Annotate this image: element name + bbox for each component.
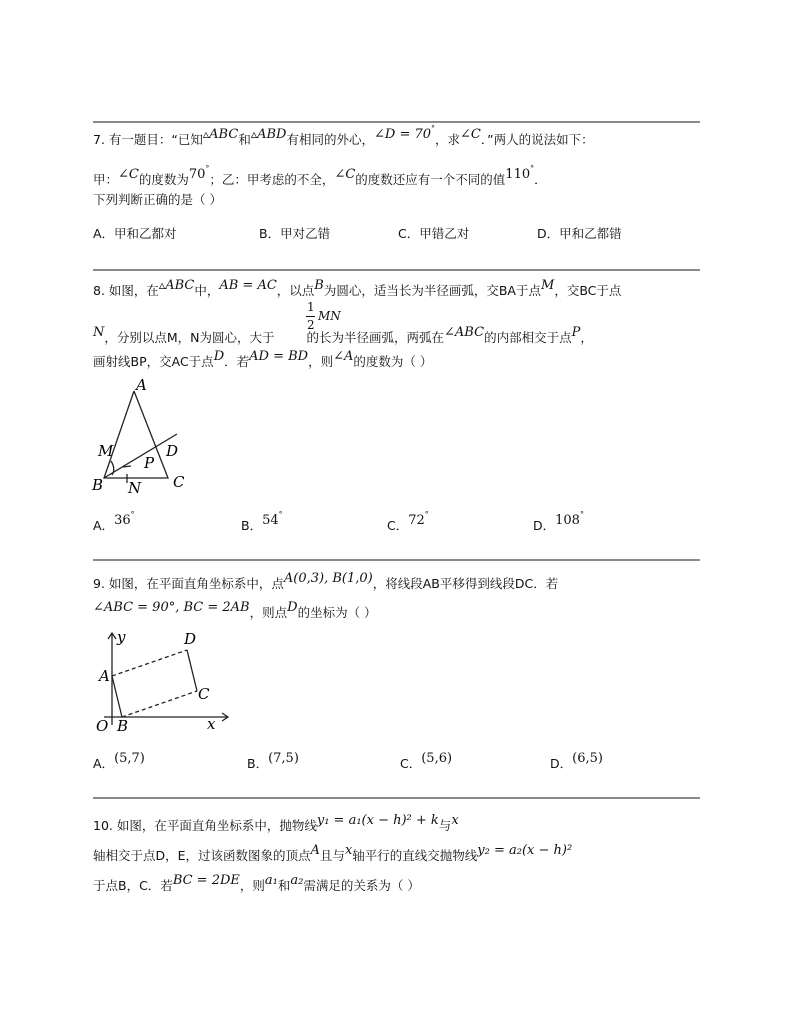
q8-angle-a: ∠A (333, 349, 354, 364)
q8-point-p: P (571, 325, 581, 340)
degree-sign: ° (278, 510, 283, 519)
option-letter: D． (533, 518, 556, 533)
segment-ad (112, 650, 187, 676)
q8-point-b: B (314, 278, 324, 293)
triangle-icon: ▵ (158, 277, 166, 292)
q8-option-c[interactable] (387, 510, 429, 534)
q10-text: 与 (438, 818, 452, 833)
q8-line1 (93, 277, 622, 299)
option-value: 72 (408, 513, 425, 528)
q10-line2 (93, 843, 573, 864)
q9-conditions: ∠ABC = 90°, BC = 2AB (93, 600, 250, 615)
q7-option-a[interactable]: A．甲和乙都对 (93, 226, 177, 241)
option-value: (7,5) (268, 751, 299, 766)
q8-point-d: D (213, 349, 225, 364)
q7-triangle-abd: ABD (257, 127, 287, 142)
q9-text: 的坐标为（ ） (297, 605, 377, 620)
q8-ad-eq-bd: AD = BD (249, 349, 309, 364)
q7-option-d[interactable]: D．甲和乙都错 (537, 226, 622, 241)
q10-text: 需满足的关系为（ ） (303, 878, 420, 893)
q10-text: ，则 (239, 878, 265, 893)
q7-text: ．”两人的说法如下： (480, 132, 594, 147)
q8-text: 的内部相交于点 (484, 330, 572, 345)
option-letter: C． (400, 756, 422, 771)
option-value: 108 (555, 513, 580, 528)
q8-point-n: N (93, 325, 105, 340)
degree-sign: ° (530, 164, 535, 173)
divider-q10 (93, 797, 700, 799)
q10-bc-eq-2de: BC = 2DE (172, 873, 240, 888)
q10-text: 和 (277, 878, 291, 893)
option-letter: C． (387, 518, 409, 533)
q8-fraction-numerator: 1 (307, 300, 315, 314)
q7-degree: ° (431, 124, 436, 133)
q10-parabola-y1: y₁ = a₁(x − h)² + k (316, 813, 439, 828)
q7-text: 和 (238, 132, 251, 147)
degree-sign: ° (579, 510, 584, 519)
q8-line3 (93, 349, 433, 370)
q8-text: ．若 (224, 354, 250, 369)
q8-label-m: M (98, 442, 114, 460)
q8-text: 的度数为（ ） (353, 354, 433, 369)
q7-option-b[interactable]: B．甲对乙错 (259, 226, 331, 241)
q8-triangle-abc: ABC (165, 278, 195, 293)
q7-text: 甲： (93, 172, 119, 187)
q7-text: 7. 有一题目：“已知 (93, 132, 203, 147)
q10-var-x: x (451, 813, 459, 828)
q7-angle-c: ∠C (460, 127, 481, 142)
q9-option-c[interactable] (400, 751, 453, 772)
q8-line2 (93, 325, 593, 346)
q7-text: 的度数还应有一个不同的值 (355, 172, 506, 187)
q9-line1 (93, 571, 559, 592)
q8-label-d: D (166, 442, 179, 460)
q9-text: 9. 如图，在平面直角坐标系中，点 (93, 576, 284, 591)
q9-coordinate-figure (90, 625, 235, 735)
q10-text: 且与 (319, 848, 345, 863)
option-value: 36 (114, 513, 131, 528)
q8-option-a[interactable] (93, 510, 135, 534)
divider-q9 (93, 559, 700, 561)
q10-text: 于点B，C．若 (93, 878, 173, 893)
degree-sign: ° (205, 164, 210, 173)
q7-value-70: 70 (188, 167, 206, 182)
q10-var-a1: a₁ (264, 873, 278, 888)
q7-angle-d: ∠D = 70 (374, 127, 432, 142)
q8-label-a: A (136, 376, 147, 394)
q8-text: ，分别以点M，N为圆心，大于 (104, 330, 275, 345)
q7-text: ；乙：甲考虑的不全， (209, 172, 335, 187)
segment-bc (122, 691, 197, 717)
q8-angle-abc: ∠ABC (444, 325, 485, 340)
divider-q7 (93, 121, 700, 123)
q8-fraction-denominator: 2 (307, 318, 315, 332)
q9-option-b[interactable] (247, 751, 299, 772)
q10-point-a: A (310, 843, 320, 858)
q9-label-c: C (198, 685, 210, 703)
q8-option-d[interactable] (533, 510, 584, 534)
q7-text: 有相同的外心， (286, 132, 374, 147)
q7-line2 (93, 164, 547, 188)
option-letter: B． (247, 756, 269, 771)
q10-text: 轴平行的直线交抛物线 (352, 848, 478, 863)
option-letter: D． (550, 756, 573, 771)
q10-text: 轴相交于点D，E，过该函数图象的顶点 (93, 848, 311, 863)
q7-text: ，求 (435, 132, 461, 147)
q8-text: 的长为半径画弧，两弧在 (306, 330, 445, 345)
q9-label-a: A (99, 667, 110, 685)
q9-label-o: O (96, 717, 109, 735)
q8-ab-eq-ac: AB = AC (219, 278, 277, 293)
q8-fraction-bar (306, 316, 315, 317)
degree-sign: ° (130, 510, 135, 519)
q9-point-d: D (287, 600, 298, 615)
q9-line2 (93, 600, 377, 621)
q9-label-b: B (117, 717, 129, 735)
q8-triangle-figure (90, 375, 200, 500)
q7-angle-c: ∠C (334, 167, 356, 182)
q8-label-n: N (128, 479, 142, 497)
q9-label-y: y (117, 628, 126, 646)
q8-text: ，则 (308, 354, 334, 369)
q7-line1 (93, 124, 594, 148)
option-letter: B． (241, 518, 263, 533)
q8-text: 8. 如图，在 (93, 283, 159, 298)
q9-label-x: x (207, 715, 216, 733)
q8-label-c: C (173, 473, 185, 491)
q8-text: ， (580, 330, 593, 345)
q10-var-a2: a₂ (290, 873, 304, 888)
q7-value-110: 110 (505, 167, 531, 182)
segment-ab (112, 676, 122, 717)
q8-fraction-mn: MN (318, 309, 341, 323)
q10-line1 (93, 813, 459, 834)
q7-text: ． (534, 172, 547, 187)
q10-parabola-y2: y₂ = a₂(x − h)² (477, 843, 573, 858)
q7-text: 的度数为 (138, 172, 189, 187)
option-letter: A． (93, 756, 115, 771)
q8-text: 画射线BP，交AC于点 (93, 354, 214, 369)
q10-line3 (93, 873, 420, 894)
option-value: 54 (262, 513, 279, 528)
q7-angle-c: ∠C (118, 167, 139, 182)
q8-text: ，交BC于点 (554, 283, 622, 298)
triangle-icon: ▵ (250, 126, 258, 141)
q8-option-b[interactable] (241, 510, 283, 534)
option-value: (5,6) (421, 751, 453, 766)
divider-q8 (93, 269, 700, 271)
q9-text: ，则点 (249, 605, 288, 620)
segment-dc (187, 650, 197, 691)
option-letter: A． (93, 518, 115, 533)
q7-option-c[interactable]: C．甲错乙对 (398, 226, 470, 241)
option-value: (5,7) (114, 751, 145, 766)
q8-label-p: P (144, 454, 155, 472)
q8-point-m: M (541, 278, 555, 293)
q9-option-a[interactable] (93, 751, 145, 772)
triangle-icon: ▵ (202, 126, 210, 141)
q7-triangle-abc: ABC (209, 127, 239, 142)
q9-label-d: D (184, 630, 197, 648)
q10-var-x: x (344, 843, 353, 858)
q8-label-b: B (92, 476, 104, 494)
degree-sign: ° (424, 510, 429, 519)
q8-text: 为圆心，适当长为半径画弧，交BA于点 (323, 283, 541, 298)
option-value: (6,5) (572, 751, 603, 766)
q8-text: 中， (194, 283, 220, 298)
q8-text: ，以点 (276, 283, 315, 298)
q7-prompt: 下列判断正确的是（ ） (93, 192, 222, 207)
q9-option-d[interactable] (550, 751, 603, 772)
q9-text: ，将线段AB平移得到线段DC．若 (372, 576, 559, 591)
q9-points-ab: A(0,3), B(1,0) (283, 571, 373, 586)
q10-text: 10. 如图，在平面直角坐标系中，抛物线 (93, 818, 317, 833)
